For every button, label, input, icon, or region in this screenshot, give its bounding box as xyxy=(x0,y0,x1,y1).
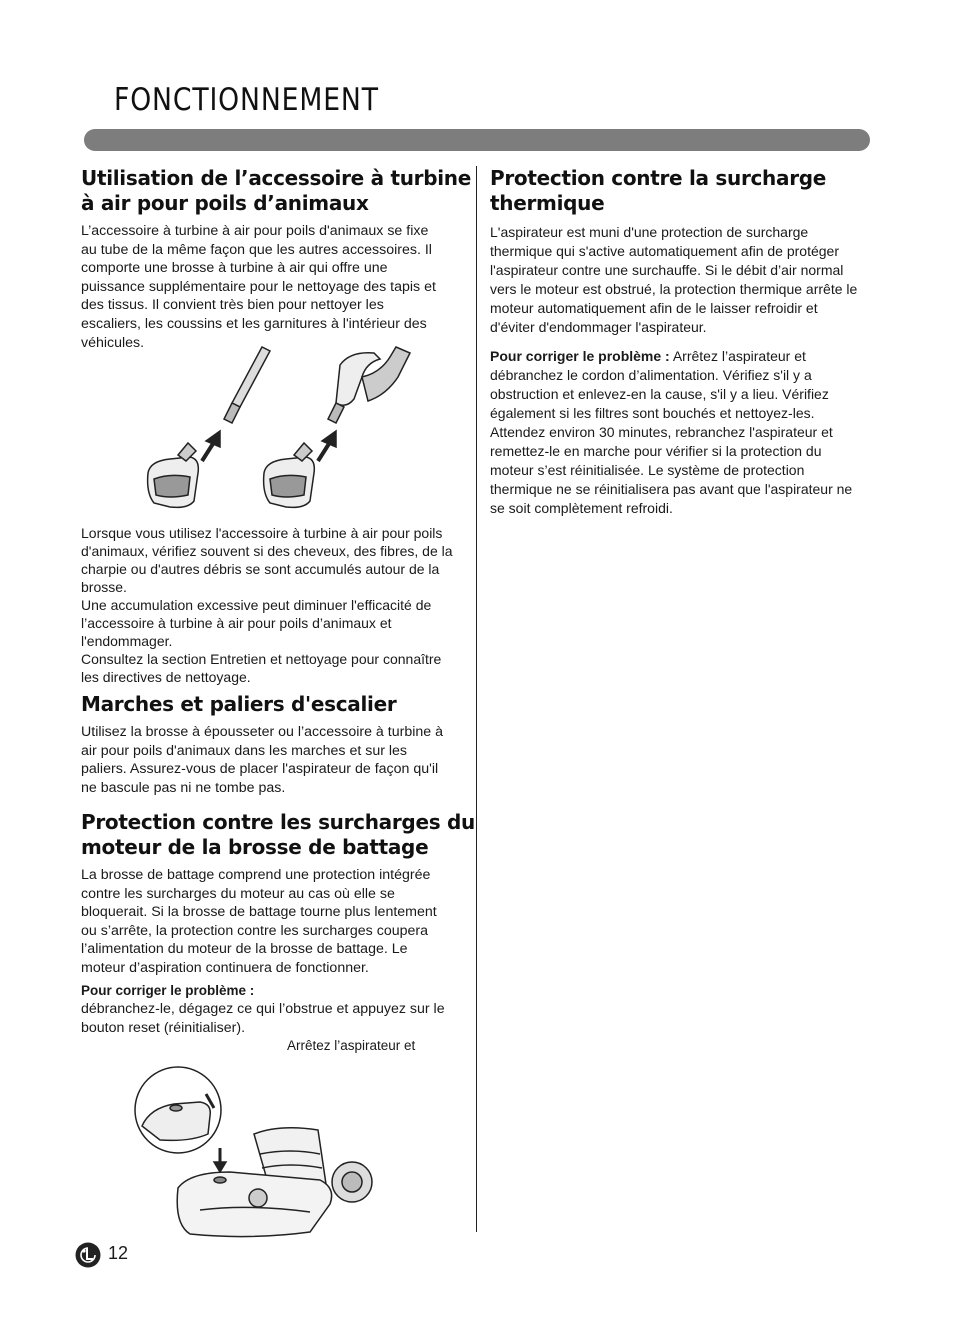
turbine-note-3: Consultez la section Entretien et nettoyage pour connaître les directives de nettoyage. xyxy=(81,651,442,685)
fix-label-thermal: Pour corriger le problème : xyxy=(490,348,670,364)
fix-text-thermal: Arrêtez l’aspirateur et débranchez le cordon d’alimentation. Vérifiez s'il y a obstruction et enlevez-en la cause, s'il y a lieu. Vérifiez également si les filtres sont bouchés et nettoyez-les. Attendez environ 30 minutes, rebranchez l'aspirateur et remettez-le en marche pour vérifier si la protection du moteur s’est réinitialisée. Le système de protection thermique ne se réinitialisera pas avant que l'aspirateur ne se soit complètement refroidi. xyxy=(490,348,853,516)
fix-label-brush: Pour corriger le problème : xyxy=(81,982,255,998)
section-title-stairs: Marches et paliers d'escalier xyxy=(81,692,397,716)
fix-overlay-text: Arrêtez l’aspirateur et xyxy=(287,1038,416,1053)
fix-paragraph-thermal xyxy=(490,347,858,518)
turbine-note-1: Lorsque vous utilisez l'accessoire à turbine à air pour poils d'animaux, vérifiez souvent si des cheveux, des fibres, de la charpie ou d'autres débris se sont accumulés autour de la brosse. xyxy=(81,525,453,595)
page-title: FONCTIONNEMENT xyxy=(114,82,379,118)
section-title-brush-overload: Protection contre les surcharges du moteur de la brosse de battage xyxy=(81,810,475,859)
section-text-brush-overload: La brosse de battage comprend une protection intégrée contre les surcharges du moteur au cas où elle se bloquerait. Si la brosse de battage tourne plus lentement ou s’arrête, la protection contre les surcharges coupera l’alimentation du moteur de la brosse de battage. Le moteur d’aspiration continuera de fonctionner. xyxy=(81,867,437,976)
turbine-note-2: Une accumulation excessive peut diminuer l'efficacité de l’accessoire à turbine à air pour poils d’animaux et l'endommager. xyxy=(81,597,432,649)
left-column xyxy=(81,166,473,352)
lg-logo-icon xyxy=(75,1242,101,1268)
section-text-turbine: L’accessoire à turbine à air pour poils d'animaux se fixe au tube de la même façon que les autres accessoires. Il comporte une brosse à turbine à air qui offre une puissance supplémentaire pour le nettoyage des tapis et des tissus. Il convient très bien pour nettoyer les escaliers, les coussins et les garnitures à l'intérieur des véhicules. xyxy=(81,223,436,351)
section-title-thermal: Protection contre la surcharge thermique xyxy=(490,166,827,215)
section-title-turbine: Utilisation de l’accessoire à turbine à air pour poils d’animaux xyxy=(81,166,471,215)
right-column xyxy=(490,166,858,518)
turbine-attachment-illustration xyxy=(140,343,430,513)
title-bar xyxy=(84,129,870,151)
vacuum-reset-illustration xyxy=(130,1064,380,1239)
page-number: 12 xyxy=(108,1243,129,1263)
section-text-stairs: Utilisez la brosse à épousseter ou l’accessoire à turbine à air pour poils d'animaux dans les marches et sur les paliers. Assurez-vous de placer l'aspirateur de façon qu'il ne bascule pas ni ne tombe pas. xyxy=(81,724,443,796)
section-text-thermal: L'aspirateur est muni d'une protection de surcharge thermique qui s'active automatiquement afin de protéger l'aspirateur contre une surchauffe. Si le débit d’air normal vers le moteur est obstrué, la protection thermique arrête le moteur automatiquement afin de le laisser refroidir et d'éviter d'endommager l'aspirateur. xyxy=(490,224,858,335)
column-divider xyxy=(476,166,477,1232)
fix-text-brush: débranchez-le, dégagez ce qui l’obstrue et appuyez sur le bouton reset (réinitialiser). xyxy=(81,1001,445,1036)
